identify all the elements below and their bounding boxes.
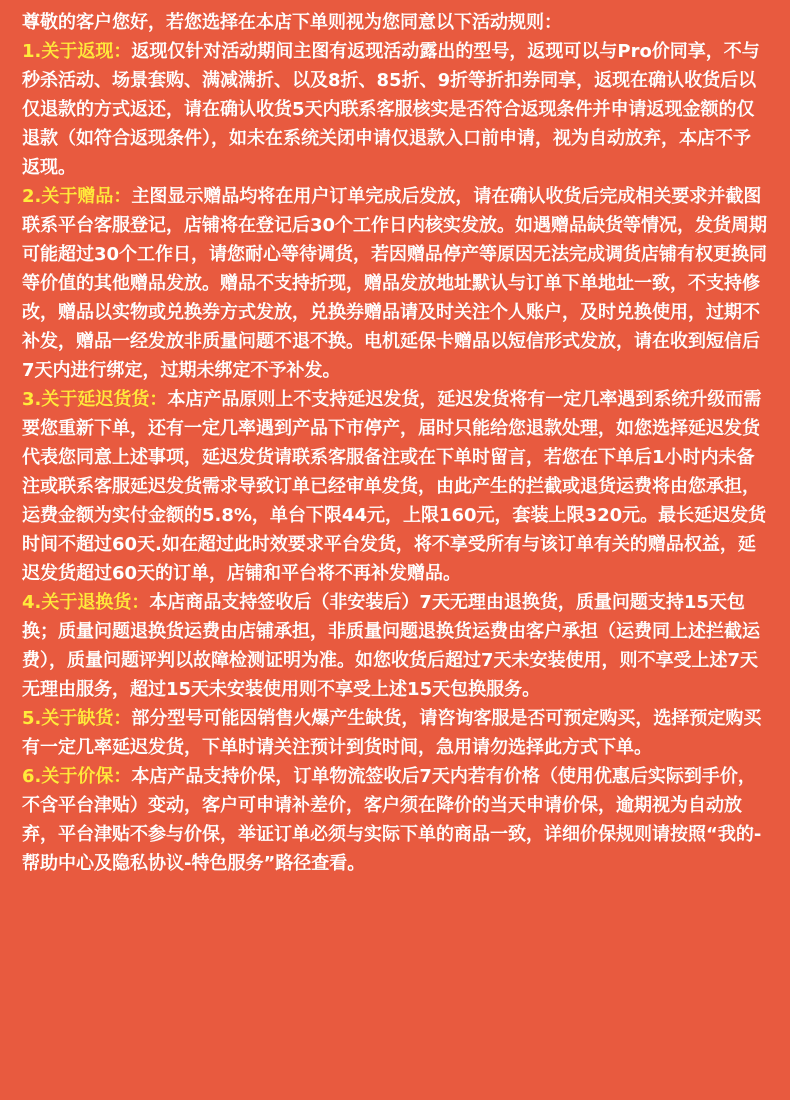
intro-text: 尊敬的客户您好，若您选择在本店下单则视为您同意以下活动规则： xyxy=(22,12,562,33)
rule-return-exchange xyxy=(22,588,768,704)
rule-body-gift: 主图显示赠品均将在用户订单完成后发放，请在确认收货后完成相关要求并截图联系平台客服登记，店铺将在登记后30个工作日内核实发放。如遇赠品缺货等情况，发货周期可能超过30个工作日，请您耐心等待调货，若因赠品停产等原因无法完成调货店铺有权更换同等价值的其他赠品发放。赠品不支持折现，赠品发放地址默认与订单下单地址一致，不支持修改，赠品以实物或兑换券方式发放，兑换券赠品请及时关注个人账户，及时兑换使用，过期不补发，赠品一经发放非质量问题不退不换。电机延保卡赠品以短信形式发放，请在收到短信后7天内进行绑定，过期未绑定不予补发。 xyxy=(22,186,768,381)
rule-body-delayed-shipping: 本店产品原则上不支持延迟发货，延迟发货将有一定几率遇到系统升级而需要您重新下单，还有一定几率遇到产品下市停产，届时只能给您退款处理，如您选择延迟发货代表您同意上述事项，延迟发货请联系客服备注或在下单时留言，若您在下单后1小时内未备注或联系客服延迟发货需求导致订单已经审单发货，由此产生的拦截或退货运费将由您承担，运费金额为实付金额的5.8%，单台下限44元，上限160元，套装上限320元。最长延迟发货时间不超过60天.如在超过此时效要求平台发货，将不享受所有与该订单有关的赠品权益，延迟发货超过60天的订单，店铺和平台将不再补发赠品。 xyxy=(22,389,767,584)
rule-cashback xyxy=(22,37,768,182)
rule-title-price-protection: 6.关于价保： xyxy=(22,766,132,787)
rule-delayed-shipping xyxy=(22,385,768,588)
rule-body-price-protection: 本店产品支持价保，订单物流签收后7天内若有价格（使用优惠后实际到手价，不含平台津贴）变动，客户可申请补差价，客户须在降价的当天申请价保，逾期视为自动放弃，平台津贴不参与价保，举证订单必须与实际下单的商品一致，详细价保规则请按照“我的-帮助中心及隐私协议-特色服务”路径查看。 xyxy=(22,766,762,874)
rule-body-out-of-stock: 部分型号可能因销售火爆产生缺货，请咨询客服是否可预定购买，选择预定购买有一定几率延迟发货，下单时请关注预计到货时间，急用请勿选择此方式下单。 xyxy=(22,708,762,758)
rule-gift xyxy=(22,182,768,385)
rule-price-protection xyxy=(22,762,768,878)
rule-title-gift: 2.关于赠品： xyxy=(22,186,132,207)
rule-body-cashback: 返现仅针对活动期间主图有返现活动露出的型号，返现可以与Pro价同享，不与秒杀活动、场景套购、满减满折、以及8折、85折、9折等折扣券同享，返现在确认收货后以仅退款的方式返还，请在确认收货5天内联系客服核实是否符合返现条件并申请返现金额的仅退款（如符合返现条件），如未在系统关闭申请仅退款入口前申请，视为自动放弃，本店不予返现。 xyxy=(22,41,760,178)
rule-title-delayed-shipping: 3.关于延迟货货： xyxy=(22,389,168,410)
rule-body-return-exchange: 本店商品支持签收后（非安装后）7天无理由退换货，质量问题支持15天包换；质量问题退换货运费由店铺承担，非质量问题退换货运费由客户承担（运费同上述拦截运费），质量问题评判以故障检测证明为准。如您收货后超过7天未安装使用，则不享受上述7天无理由服务，超过15天未安装使用则不享受上述15天包换服务。 xyxy=(22,592,760,700)
rule-out-of-stock xyxy=(22,704,768,762)
rule-title-out-of-stock: 5.关于缺货： xyxy=(22,708,132,729)
rule-title-cashback: 1.关于返现： xyxy=(22,41,132,62)
rule-title-return-exchange: 4.关于退换货： xyxy=(22,592,150,613)
